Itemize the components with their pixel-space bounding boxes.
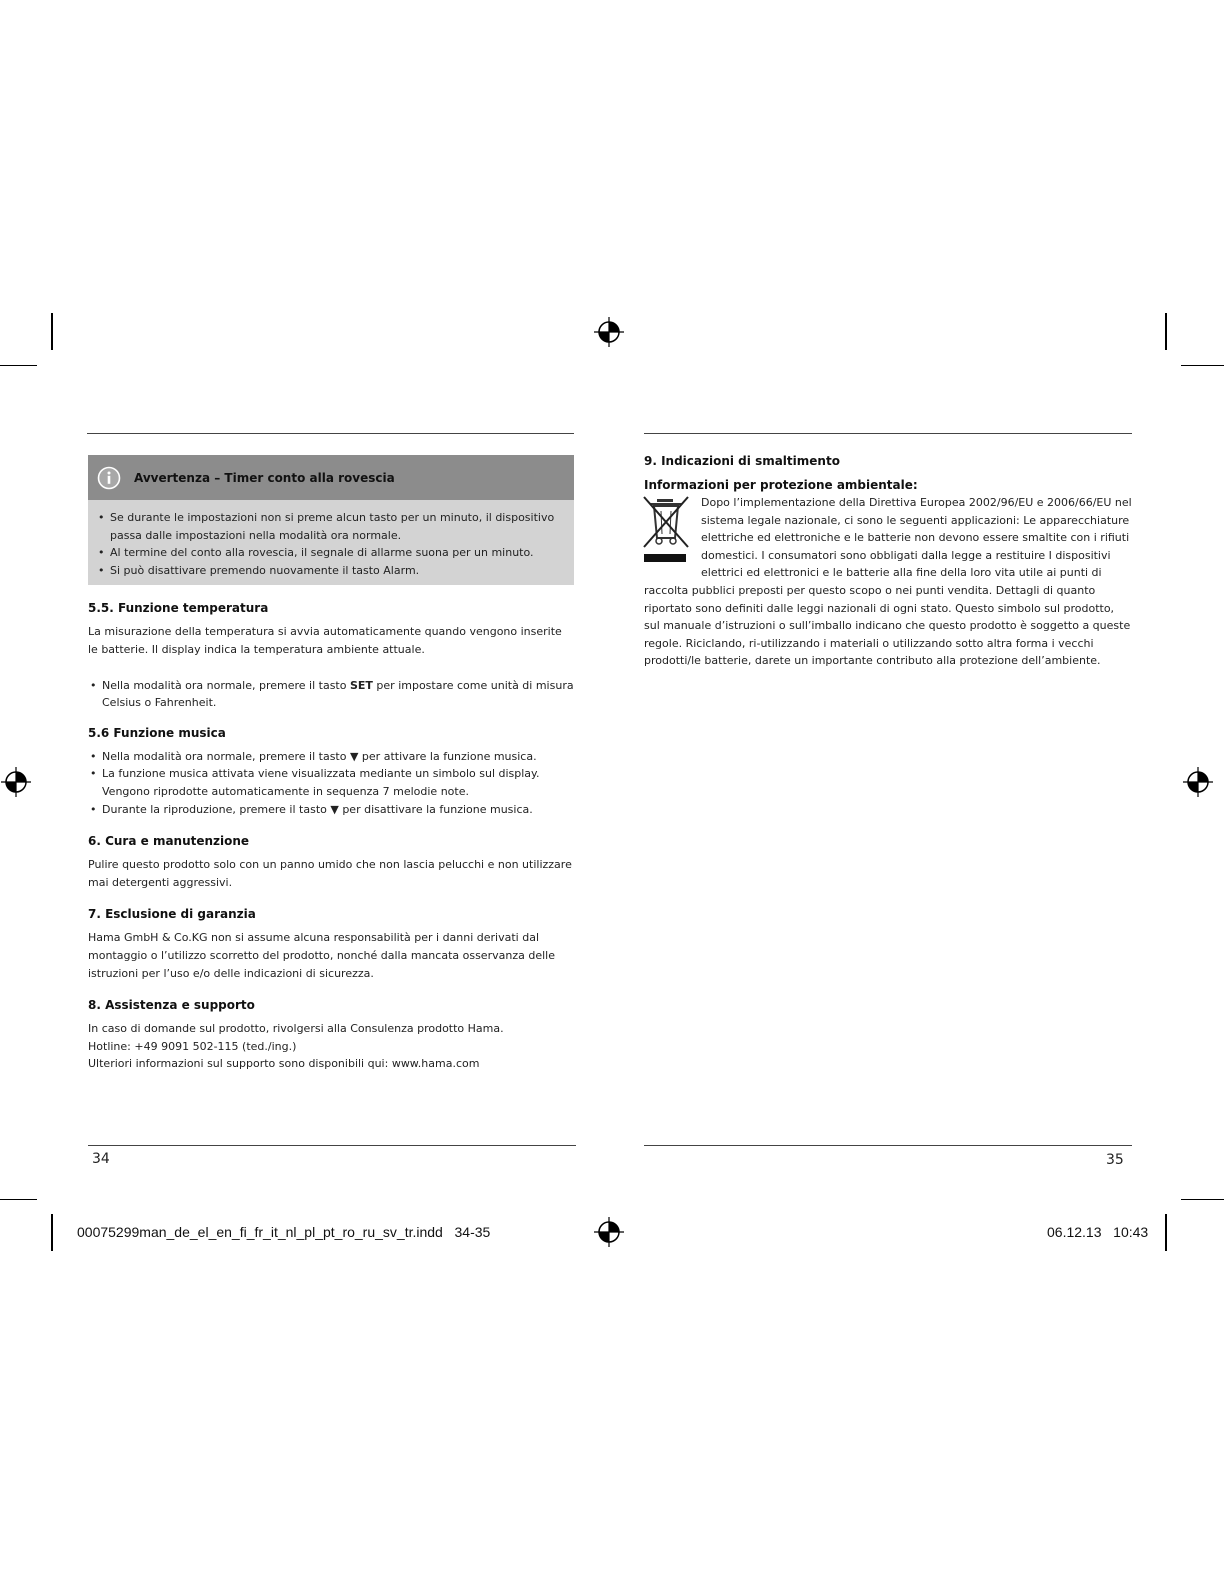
crop-mark	[51, 313, 53, 350]
slug-datetime: 06.12.13 10:43	[1047, 1224, 1149, 1240]
registration-mark-icon	[594, 1217, 624, 1247]
section-subheading: Informazioni per protezione ambientale:	[644, 478, 918, 492]
paragraph: In caso di domande sul prodotto, rivolgersi alla Consulenza prodotto Hama.	[88, 1022, 504, 1036]
right-header-rule	[644, 433, 1132, 434]
crop-mark	[1165, 313, 1167, 350]
paragraph: Hama GmbH & Co.KG non si assume alcuna responsabilità per i danni derivati dal montaggio o l’utilizzo scorretto del prodotto, nonché dalla mancata osservanza delle istruzioni per l’uso e/o delle indicazioni di sicurezza.	[88, 931, 555, 980]
crop-mark	[0, 365, 37, 366]
section-heading: 5.6 Funzione musica	[88, 725, 226, 740]
crop-mark	[0, 1199, 37, 1200]
paragraph: La misurazione della temperatura si avvia automaticamente quando vengono inserite le batterie. Il display indica la temperatura ambiente attuale.	[88, 625, 562, 656]
warning-body	[88, 500, 574, 585]
list-item: • Si può disattivare premendo nuovamente il tasto Alarm.	[96, 562, 564, 580]
list-item: • Al termine del conto alla rovescia, il segnale di allarme suona per un minuto.	[96, 544, 564, 562]
right-page-content	[644, 452, 1132, 670]
list-item: • Nella modalità ora normale, premere il tasto ▼ per attivare la funzione musica.	[88, 748, 574, 766]
slug-filename: 00075299man_de_el_en_fi_fr_it_nl_pl_pt_ro_ru_sv_tr.indd 34-35	[77, 1224, 491, 1240]
paragraph: Hotline: +49 9091 502-115 (ted./ing.)	[88, 1039, 297, 1053]
section-heading: 5.5. Funzione temperatura	[88, 601, 269, 616]
paragraph: Ulteriori informazioni sul supporto sono disponibili qui: www.hama.com	[88, 1057, 480, 1071]
section-heading: 8. Assistenza e supporto	[88, 998, 255, 1013]
left-header-rule	[87, 433, 574, 434]
list-item: • Durante la riproduzione, premere il tasto ▼ per disattivare la funzione musica.	[88, 801, 574, 819]
warning-title: Avvertenza – Timer conto alla rovescia	[134, 470, 395, 485]
info-icon	[97, 466, 121, 490]
crop-mark	[51, 1214, 53, 1251]
page-number-right: 35	[1106, 1152, 1124, 1168]
crop-mark	[1181, 1199, 1224, 1200]
down-arrow-key-icon: ▼	[330, 802, 339, 816]
crop-mark	[1165, 1214, 1167, 1251]
paragraph: Dopo l’implementazione della Direttiva Europea 2002/96/EU e 2006/66/EU nel sistema legale nazionale, ci sono le seguenti applicazioni: Le apparecchiature elettriche ed elettroniche e le batterie non devono essere smaltite con i rifiuti domestici. I consumatori sono obbligati dalla legge a restituire I dispositivi elettrici ed elettronici e le batterie alla fine della loro vita utile ai punti di raccolta pubblici preposti per questo scopo o nei punti vendita. Dettagli di quanto riportato sono definiti dalle leggi nazionali di ogni stato. Questo simbolo sul prodotto, sul manuale d’istruzioni o sull’imballo indicano che questo prodotto è soggetto a queste regole. Riciclando, ri-utilizzando i materiali o utilizzando sotto altra forma i vecchi prodotti/le batterie, darete un importante contributo alla protezione dell’ambiente.	[644, 496, 1132, 668]
paragraph: Pulire questo prodotto solo con un panno umido che non lascia pelucchi e non utilizzare mai detergenti aggressivi.	[88, 858, 572, 889]
registration-mark-icon	[1183, 767, 1213, 797]
set-key-label: SET	[349, 678, 373, 692]
right-footer-rule	[644, 1145, 1132, 1146]
page-number-left: 34	[92, 1151, 110, 1167]
weee-bin-icon	[642, 494, 692, 564]
list-item: • La funzione musica attivata viene visualizzata mediante un simbolo sul display. Vengono riprodotte automaticamente in sequenza 7 melodie note.	[88, 765, 574, 800]
section-heading: 7. Esclusione di garanzia	[88, 907, 256, 922]
left-page-content	[88, 455, 574, 1073]
registration-mark-icon	[1, 767, 31, 797]
registration-mark-icon	[594, 317, 624, 347]
list-item: • Nella modalità ora normale, premere il tasto SET per impostare come unità di misura Celsius o Fahrenheit.	[88, 677, 574, 712]
list-item: • Se durante le impostazioni non si preme alcun tasto per un minuto, il dispositivo passa dalle impostazioni nella modalità ora normale.	[96, 509, 564, 544]
section-heading: 6. Cura e manutenzione	[88, 834, 250, 849]
down-arrow-key-icon: ▼	[349, 749, 359, 763]
warning-header	[88, 455, 574, 500]
crop-mark	[1181, 365, 1224, 366]
left-footer-rule	[88, 1145, 576, 1146]
section-heading: 9. Indicazioni di smaltimento	[644, 454, 840, 468]
